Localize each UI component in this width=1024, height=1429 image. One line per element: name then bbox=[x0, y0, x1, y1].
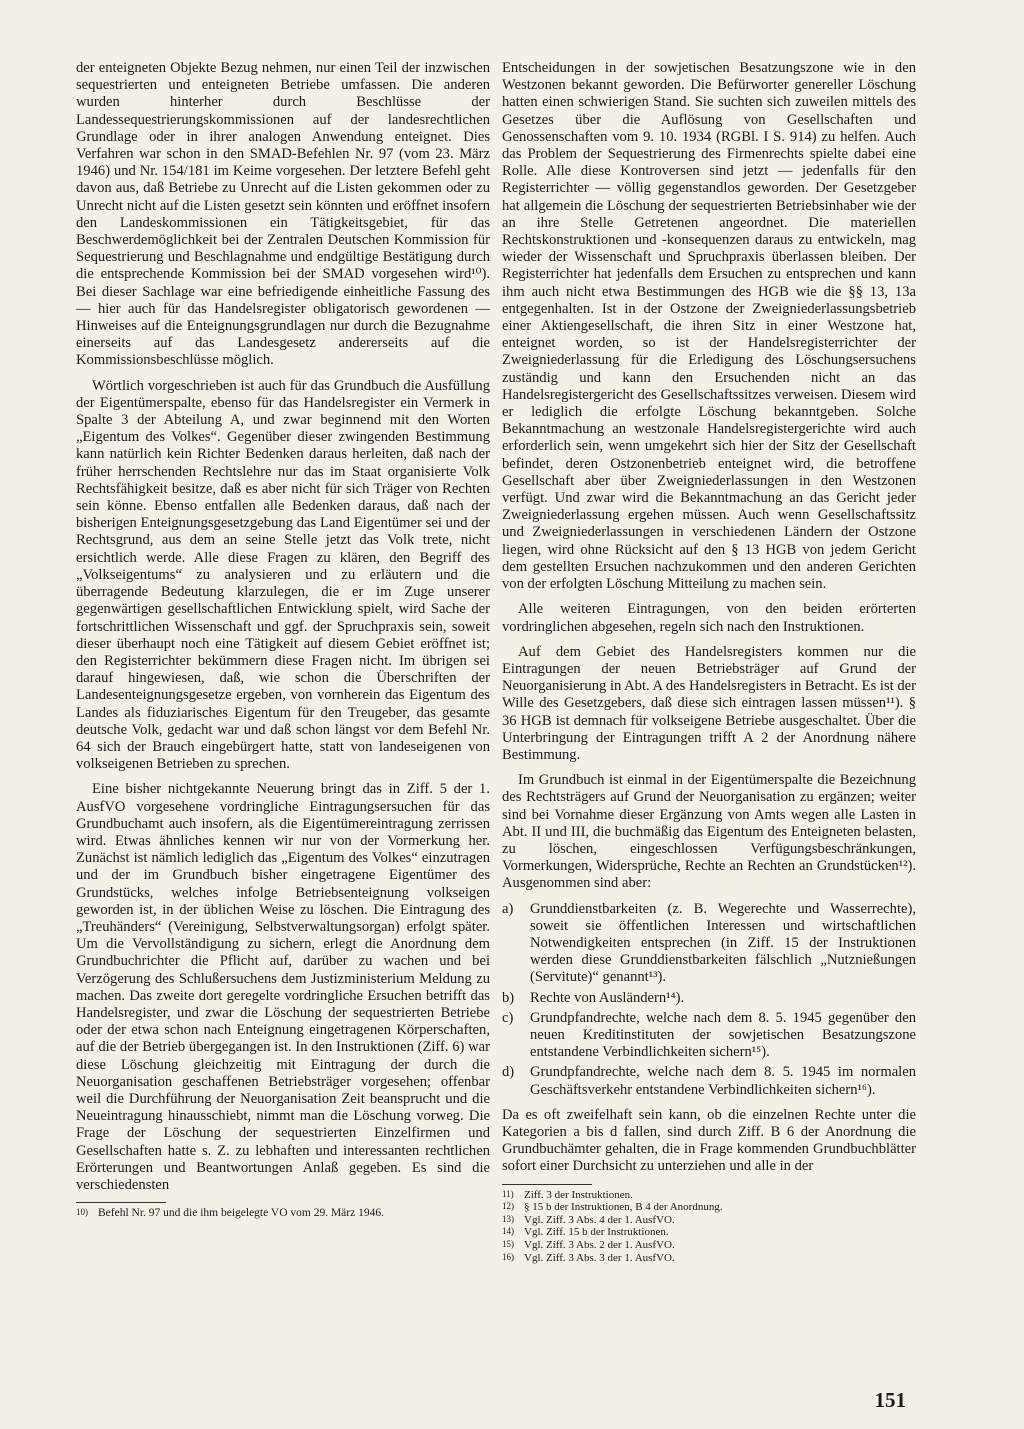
footnote-13 bbox=[502, 1214, 916, 1227]
footnote-text: Vgl. Ziff. 3 Abs. 4 der 1. AusfVO. bbox=[524, 1213, 675, 1226]
footnote-11 bbox=[502, 1189, 916, 1202]
list-text: Rechte von Ausländern¹⁴). bbox=[530, 989, 685, 1006]
right-paragraph-1: Entscheidungen in der sowjetischen Besatzungszone wie in den Westzonen bekannt geworden. Die Befürworter genereller Löschung hatten einen schwierigen Stand. Sie suchten sich zuweilen mittels des Gesetzes über die Auflösung von Gesellschaften und Genossenschaften vom 9. 10. 1934 (RGBl. I S. 914) zu helfen. Auch das Problem der Sequestrierung des Firmenrechts spielte dabei eine Rolle. Alle diese Kontroversen sind jetzt — jedenfalls für den Registerrichter — völlig gegenstandlos geworden. Der Gesetzgeber hat allgemein die Löschung der sequestrierten Betriebsinhaber wie der an ihre Stelle Getretenen angeordnet. Die materiellen Rechtskonstruktionen und -konsequenzen daraus zu entwickeln, mag wieder der Wissenschaft und Spruchpraxis überlassen bleiben. Der Registerrichter hat jedenfalls dem Ersuchen zu entsprechen und kann ihm auch nicht etwa Bestimmungen des HGB wie die §§ 13, 13a entgegenhalten. Ist in der Ostzone der Zweigniederlassungsbetrieb einer Aktiengesellschaft, die ihren Sitz in einer Westzone hat, enteignet worden, so ist der Handelsregisterrichter der Zweigniederlassung für die Erledigung des Löschungsersuchens zuständig und kann den Ersuchenden nicht an das Handelsregistergericht des Gesellschaftssitzes verweisen. Diesem wird er lediglich die erfolgte Löschung bekanntgeben. Solche Bekanntmachung an westzonale Handelsregistergerichte wird auch erforderlich sein, wenn umgekehrt sich hier der Sitz der Gesellschaft befindet, deren Ostzonenbetrieb enteignet wird, die betroffene Gesellschaft aber über Zweigniederlassungen in den Westzonen verfügt. Und zwar wird die Bekanntmachung an das Gericht jeder Zweigniederlassung ergehen müssen. Auch wenn Gesellschaftssitz und Zweigniederlassungen in verschiedenen Ländern der Ostzone liegen, wird ohne Rücksicht auf den § 13 HGB von jedem Gericht dem gestellten Ersuchen nachzukommen und den anderen Gerichten von der erfolgten Löschung Mitteilung zu machen sein. bbox=[502, 60, 916, 593]
list-marker: d) bbox=[502, 1064, 515, 1081]
footnote-text: Vgl. Ziff. 3 Abs. 3 der 1. AusfVO. bbox=[524, 1251, 675, 1264]
footnote-number: 14) bbox=[502, 1226, 514, 1237]
left-column bbox=[76, 60, 490, 1220]
footnote-number: 13) bbox=[502, 1213, 514, 1224]
footnote-text: Vgl. Ziff. 3 Abs. 2 der 1. AusfVO. bbox=[524, 1238, 675, 1251]
list-marker: c) bbox=[502, 1009, 514, 1026]
footnote-14 bbox=[502, 1226, 916, 1239]
right-closing-paragraph: Da es oft zweifelhaft sein kann, ob die einzelnen Rechte unter die Kategorien a bis d fallen, sind durch Ziff. B 6 der Anordnung die Grundbuchämter gehalten, die in Frage kommenden Grundbuchblätter sofort einer Durchsicht zu unterziehen und alle in der bbox=[502, 1106, 916, 1175]
left-paragraph-2: Wörtlich vorgeschrieben ist auch für das Grundbuch die Ausfüllung der Eigentümerspalte, ebenso für das Handelsregister ein Vermerk in Spalte 3 der Abteilung A, und zwar beginnend mit den Worten „Eigentum des Volkes“. Gegenüber dieser zwingenden Bestimmung kann natürlich kein Richter Bedenken daraus herleiten, daß nach der früher herrschenden Rechtslehre nur das im Staat organisierte Volk Rechtsfähigkeit besitze, daß es aber nicht für sich Träger von Rechten sein könne. Ebenso entfallen alle Bedenken daraus, daß nach der bisherigen Enteignungsgesetzgebung das Land Eigentümer sei und der Rechtsgrund, aus dem an seine Stelle jetzt das Volk trete, nicht ersichtlich werde. Alle diese Fragen zu klären, den Begriff des „Volkseigentums“ zu analysieren und zu erläutern und die überragende Bedeutung klarzulegen, die er im Zuge unserer gegenwärtigen gesellschaftlichen Entwicklung spielt, wird Sache der fortschrittlichen Wissenschaft und ggf. der Spruchpraxis sein, soweit dieser überhaupt noch eine Tätigkeit auf diesem Gebiet eröffnet ist; den Registerrichter bekümmern diese Fragen nicht. Im übrigen sei darauf hingewiesen, daß, wie schon die Überschriften der Landesenteignungsgesetze ergeben, von vornherein das Eigentum des Landes als fiduziarisches Eigentum für den Treugeber, das gesamte deutsche Volk, gedacht war und daß schon längst vor dem Befehl Nr. 64 sich der Brauch eingebürgert hatte, statt von landeseigenen von volkseigenen Betrieben zu sprechen. bbox=[76, 377, 490, 773]
list-marker: b) bbox=[502, 989, 515, 1006]
footnote-text: § 15 b der Instruktionen, B 4 der Anordnung. bbox=[524, 1201, 723, 1214]
footnote-number: 16) bbox=[502, 1251, 514, 1262]
footnote-divider bbox=[502, 1184, 592, 1185]
footnote-10 bbox=[76, 1207, 490, 1220]
list-text: Grundpfandrechte, welche nach dem 8. 5. 1945 gegenüber den neuen Kreditinstituten der sowjetischen Besatzungszone entstandene Verbindlichkeiten sichern¹⁵). bbox=[530, 1009, 916, 1061]
right-column bbox=[502, 60, 916, 1264]
footnote-number: 10) bbox=[76, 1207, 88, 1218]
right-paragraph-4: Im Grundbuch ist einmal in der Eigentümerspalte die Bezeichnung des Rechtsträgers auf Grund der Neuorganisation zu ergänzen; weiter sind bei Vornahme dieser Ergänzung von Amts wegen alle Lasten in Abt. II und III, die buchmäßig das Eigentum des Enteigneten belasten, zu löschen, eingeschlossen Verfügungsbeschränkungen, Vormerkungen, Widersprüche, Rechte an Rechten an Grundstücken¹²). Ausgenommen sind aber: bbox=[502, 772, 916, 892]
right-paragraph-3: Auf dem Gebiet des Handelsregisters kommen nur die Eintragungen der neuen Betriebsträger auf Grund der Neuorganisierung in Abt. A des Handelsregisters in Betracht. Es ist der Wille des Gesetzgebers, daß diese sich eintragen lassen müssen¹¹). § 36 HGB ist demnach für volkseigene Betriebe ausgeschaltet. Über die Unterbringung der Eintragungen trifft A 2 der Anordnung nähere Bestimmung. bbox=[502, 643, 916, 763]
list-item bbox=[502, 1010, 916, 1062]
footnote-text: Vgl. Ziff. 15 b der Instruktionen. bbox=[524, 1226, 669, 1239]
list-item bbox=[502, 1064, 916, 1098]
right-footnotes bbox=[502, 1189, 916, 1265]
footnote-16 bbox=[502, 1252, 916, 1265]
list-item bbox=[502, 990, 916, 1007]
footnote-text: Befehl Nr. 97 und die ihm beigelegte VO vom 29. März 1946. bbox=[98, 1207, 384, 1220]
left-paragraph-3: Eine bisher nichtgekannte Neuerung bringt das in Ziff. 5 der 1. AusfVO vorgesehene vordringliche Eintragungsersuchen für das Grundbuchamt auch insofern, als die Eigentümereintragung zerrissen wird. Etwas ähnliches kennen wir nur von der Vormerkung her. Zunächst ist nämlich lediglich das „Eigentum des Volkes“ einzutragen und der im Grundbuch bisher eingetragene Eigentümer des Grundstücks, welches infolge Betriebsenteignung volkseigen geworden ist, in der üblichen Weise zu löschen. Die Eintragung des „Treuhänders“ (Vereinigung, Selbstverwaltungsorgan) erfolgt später. Um die Vervollständigung zu sichern, erlegt die Anordnung dem Grundbuchrichter die Pflicht auf, darüber zu wachen und bei Verzögerung des Schlußersuchens dem Justizministerium Meldung zu machen. Das zweite dort geregelte vordringliche Ersuchen betrifft das Handelsregister, und zwar die Löschung der sequestrierten Betriebe oder der etwa schon nach Enteignung eingetragenen Körperschaften, auf die der Betrieb übergegangen ist. In den Instruktionen (Ziff. 6) war diese Löschung gleichzeitig mit Eintragung der durch die Neuorganisation geschaffenen Betriebsträger vorgesehen; offenbar weil die Durchführung der Neuorganisation Zeit beansprucht und die Neueintragung hinausschiebt, nimmt man die Löschung vorweg. Die Frage der Löschung der sequestrierten Einzelfirmen und Gesellschaften hatte s. Z. zu lebhaften und interessanten rechtlichen Erörterungen und Beantwortungen Anlaß gegeben. Es sind die verschiedensten bbox=[76, 781, 490, 1193]
exceptions-list bbox=[502, 901, 916, 1099]
footnote-number: 12) bbox=[502, 1201, 514, 1212]
list-marker: a) bbox=[502, 900, 514, 917]
footnote-number: 11) bbox=[502, 1188, 514, 1199]
left-footnotes bbox=[76, 1207, 490, 1220]
list-text: Grundpfandrechte, welche nach dem 8. 5. 1945 im normalen Geschäftsverkehr entstandene Verbindlichkeiten sichern¹⁶). bbox=[530, 1064, 916, 1098]
footnote-text: Ziff. 3 der Instruktionen. bbox=[524, 1188, 633, 1201]
list-item bbox=[502, 901, 916, 987]
footnote-number: 15) bbox=[502, 1238, 514, 1249]
left-paragraph-1: der enteigneten Objekte Bezug nehmen, nur einen Teil der inzwischen sequestrierten und enteigneten Betriebe umfassen. Die anderen wurden hinterher durch Beschlüsse der Landessequestrierungskommissionen auf der landesrechtlichen Grundlage oder in ihrer analogen Anwendung enteignet. Dies Verfahren war schon in den SMAD-Befehlen Nr. 97 (vom 23. März 1946) und Nr. 154/181 im Keime vorgesehen. Der letztere Befehl geht davon aus, daß Betriebe zu Unrecht auf die Listen gekommen oder zu Unrecht nicht auf die Listen gesetzt sein könnten und eröffnet insofern den Landeskommissionen ein Tätigkeitsgebiet, für das Beschwerdemöglichkeit bei der Zentralen Deutschen Kommission für Sequestrierung und Beschlagnahme und endgültige Bestätigung durch die entsprechende Kommission bei der SMAD vorgesehen wird¹⁰). Bei dieser Sachlage war eine befriedigende einheitliche Fassung des — hier auch für das Handelsregister obligatorisch gewordenen — Hinweises auf die Enteignungsgrundlagen nur durch die Bezugnahme einerseits auf das Landesgesetz andererseits auf die Kommissionsbeschlüsse möglich. bbox=[76, 60, 490, 369]
page-number: 151 bbox=[874, 1388, 906, 1412]
list-text: Grunddienstbarkeiten (z. B. Wegerechte und Wasserrechte), soweit sie öffentlichen Interessen und wirtschaftlichen Notwendigkeiten entsprechen (in Ziff. 15 der Instruktionen werden diese Grunddienstbarkeiten fälschlich „Nutznießungen (Servitute)“ genannt¹³). bbox=[530, 900, 916, 986]
footnote-12 bbox=[502, 1201, 916, 1214]
right-paragraph-2: Alle weiteren Eintragungen, von den beiden erörterten vordringlichen abgesehen, regeln sich nach den Instruktionen. bbox=[502, 601, 916, 635]
footnote-15 bbox=[502, 1239, 916, 1252]
footnote-divider bbox=[76, 1202, 166, 1203]
